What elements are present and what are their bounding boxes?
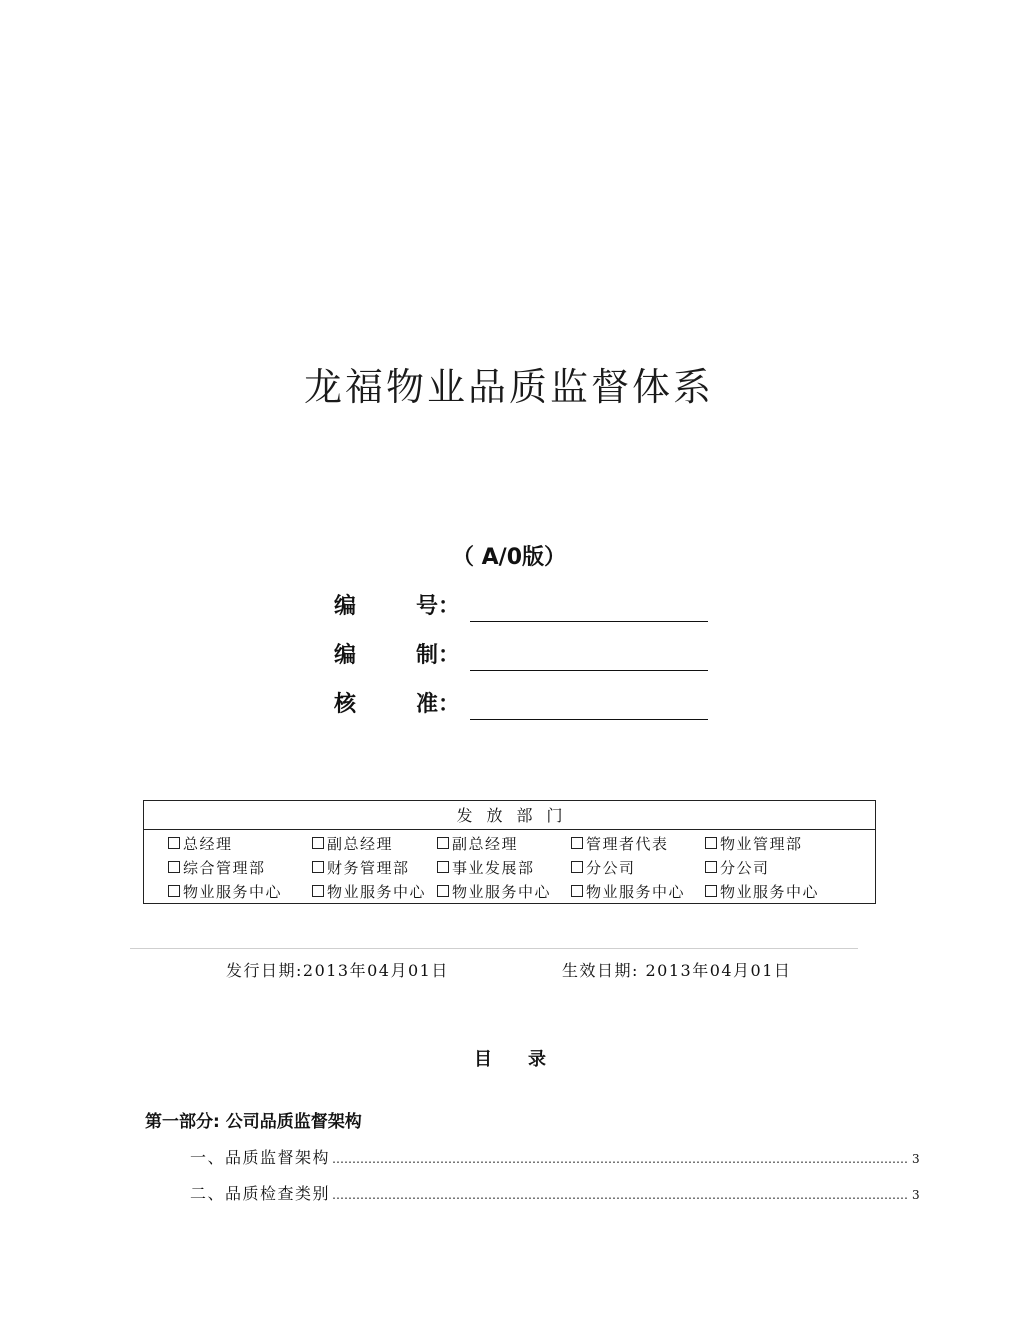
dist-item[interactable]: 财务管理部 bbox=[312, 858, 410, 878]
checkbox-icon[interactable] bbox=[312, 837, 324, 849]
dist-item[interactable]: 物业管理部 bbox=[705, 834, 803, 854]
toc-title: 目录 bbox=[474, 1049, 582, 1070]
toc-leader-dots: ……………………………………………………………………………………………………………………………… bbox=[332, 1152, 909, 1166]
field-compiled-label: 编 制 bbox=[334, 643, 438, 668]
version-label: （ A/0版） bbox=[451, 545, 567, 570]
dist-item[interactable]: 综合管理部 bbox=[168, 858, 266, 878]
dist-item[interactable]: 副总经理 bbox=[312, 834, 393, 854]
checkbox-icon[interactable] bbox=[571, 861, 583, 873]
dist-item[interactable]: 副总经理 bbox=[437, 834, 518, 854]
dist-item[interactable]: 管理者代表 bbox=[571, 834, 669, 854]
dist-item[interactable]: 分公司 bbox=[705, 858, 770, 878]
dist-item[interactable]: 物业服务中心 bbox=[571, 882, 685, 902]
field-approved-label: 核 准 bbox=[334, 692, 438, 717]
toc-entry[interactable] bbox=[190, 1181, 920, 1204]
dist-item[interactable]: 物业服务中心 bbox=[437, 882, 551, 902]
checkbox-icon[interactable] bbox=[437, 885, 449, 897]
checkbox-icon[interactable] bbox=[437, 837, 449, 849]
checkbox-icon[interactable] bbox=[312, 885, 324, 897]
toc-part-heading: 第一部分: 公司品质监督架构 bbox=[145, 1112, 362, 1132]
dist-item[interactable]: 物业服务中心 bbox=[312, 882, 426, 902]
distribution-header: 发放部门 bbox=[144, 801, 875, 830]
checkbox-icon[interactable] bbox=[705, 885, 717, 897]
checkbox-icon[interactable] bbox=[312, 861, 324, 873]
toc-page-number: 3 bbox=[912, 1188, 920, 1202]
field-approved: 核 准 ： bbox=[334, 686, 708, 720]
toc-entry-label: 二、品质检查类别 bbox=[190, 1184, 331, 1203]
distribution-table bbox=[143, 800, 876, 904]
field-number-label: 编 号 bbox=[334, 594, 438, 619]
distribution-grid bbox=[144, 830, 875, 904]
field-compiled-blank bbox=[470, 644, 708, 671]
document-title: 龙福物业品质监督体系 bbox=[303, 365, 714, 409]
dist-item[interactable]: 总经理 bbox=[168, 834, 233, 854]
checkbox-icon[interactable] bbox=[705, 837, 717, 849]
field-compiled: 编 制 ： bbox=[334, 637, 708, 671]
toc-entry-label: 一、品质监督架构 bbox=[190, 1148, 331, 1167]
dist-item[interactable]: 分公司 bbox=[571, 858, 636, 878]
dist-item[interactable]: 事业发展部 bbox=[437, 858, 535, 878]
checkbox-icon[interactable] bbox=[168, 885, 180, 897]
checkbox-icon[interactable] bbox=[168, 837, 180, 849]
dist-item[interactable]: 物业服务中心 bbox=[705, 882, 819, 902]
field-number: 编 号 ： bbox=[334, 588, 708, 622]
checkbox-icon[interactable] bbox=[437, 861, 449, 873]
toc-page-number: 3 bbox=[912, 1152, 920, 1166]
toc-leader-dots: ……………………………………………………………………………………………………………………………… bbox=[332, 1188, 909, 1202]
field-number-blank bbox=[470, 595, 708, 622]
checkbox-icon[interactable] bbox=[705, 861, 717, 873]
toc-entry[interactable] bbox=[190, 1145, 920, 1168]
checkbox-icon[interactable] bbox=[571, 885, 583, 897]
issue-date: 发行日期:2013年04月01日 bbox=[226, 961, 449, 980]
section-divider bbox=[130, 948, 858, 949]
checkbox-icon[interactable] bbox=[571, 837, 583, 849]
field-approved-blank bbox=[470, 693, 708, 720]
dist-item[interactable]: 物业服务中心 bbox=[168, 882, 282, 902]
checkbox-icon[interactable] bbox=[168, 861, 180, 873]
effective-date: 生效日期: 2013年04月01日 bbox=[562, 961, 792, 980]
